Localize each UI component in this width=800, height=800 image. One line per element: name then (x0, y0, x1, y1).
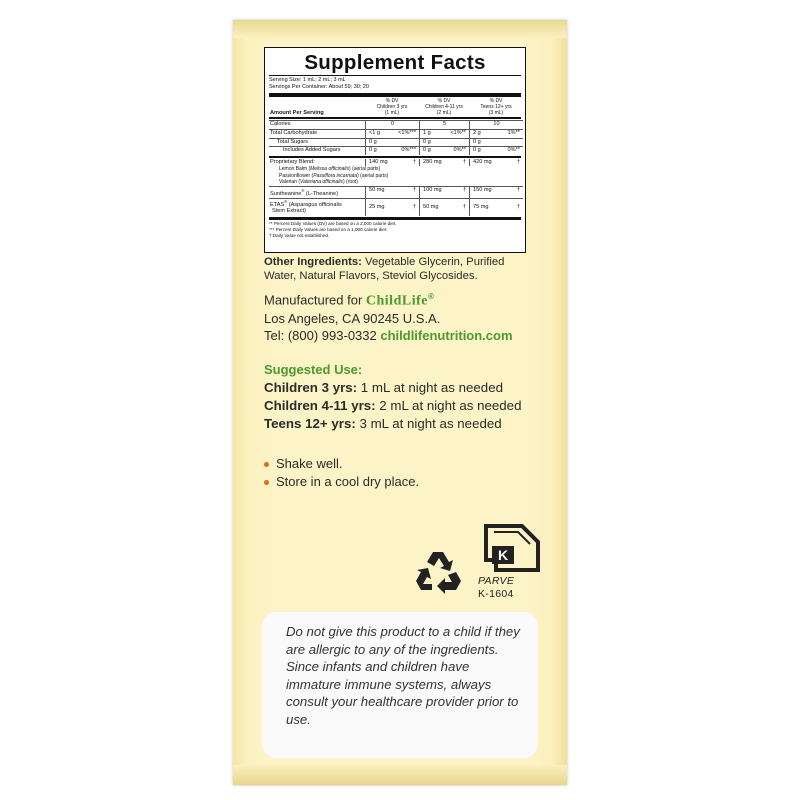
blend-item-passionflower: Passionflower (Passiflora incarnata) (aerial parts) (279, 172, 389, 179)
directions-list (264, 455, 419, 491)
allergy-warning: Do not give this product to a child if they are allergic to any of the ingredients. Since infants and children have immature immune systems, always consult your healthcare provider prior to use. (262, 612, 538, 758)
use-children-3: Children 3 yrs: 1 mL at night as needed (264, 380, 503, 395)
row-added-sugars: Includes Added Sugars 0 g 0%*** 0 g 0%** 0 g 0%** (269, 146, 521, 155)
blend-ingredients (269, 166, 521, 185)
address: Los Angeles, CA 90245 U.S.A. (264, 310, 441, 326)
phone-website: Tel: (800) 993-0332 childlifenutrition.com (264, 328, 513, 344)
footnote-dagger: † Daily Value not established. (269, 233, 330, 239)
row-calories: Calories 0 5 10 (269, 120, 521, 129)
row-total-sugars: Total Sugars 0 g 0 g 0 g (269, 138, 521, 147)
amount-per-serving: Amount Per Serving (270, 110, 324, 117)
col-header-3yrs: % DV Children 3 yrs (1 mL) (376, 98, 408, 116)
recycle-icon (413, 548, 463, 596)
direction-item: Store in a cool dry place. (264, 473, 419, 491)
direction-item: Shake well. (264, 455, 419, 473)
row-proprietary-blend: Proprietary Blend: 140 mg † 280 mg † 420 mg † (269, 159, 521, 167)
row-suntheanine: Suntheanine® (L-Theanine) 50 mg † 100 mg † 150 mg † (269, 186, 521, 198)
row-etas: ETAS® (Asparagus officinalis Stem Extract) 25 mg † 50 mg † 75 mg † (269, 198, 521, 216)
blend-item-valerian: Valerian (Valeriana officinalis) (root) (279, 179, 358, 186)
box-bottom-edge (233, 765, 567, 785)
col-header-teens: % DV Teens 12+ yrs (3 mL) (480, 98, 512, 116)
serving-size: Serving Size: 1 mL; 2 mL; 3 mL (269, 77, 346, 83)
kosher-letter: K (497, 547, 509, 563)
facts-header (269, 99, 521, 116)
row-total-carbohydrate: Total Carbohydrate <1 g <1%*** 1 g <1%** 2 g 1%** (269, 129, 521, 138)
manufactured-for: Manufactured for ChildLife® (264, 292, 434, 309)
use-teens: Teens 12+ yrs: 3 mL at night as needed (264, 416, 502, 431)
other-ingredients: Other Ingredients: Vegetable Glycerin, Purified Water, Natural Flavors, Steviol Glycosides. (264, 256, 505, 282)
website-link: childlifenutrition.com (380, 328, 513, 344)
brand-logo: ChildLife (365, 293, 428, 309)
use-children-4-11: Children 4-11 yrs: 2 mL at night as needed (264, 398, 522, 413)
footnote-2000: ** Percent Daily Values (DV) are based on a 2,000 calorie diet. (269, 221, 397, 227)
bullet-icon (264, 462, 269, 467)
col-header-4-11yrs: % DV Children 4-11 yrs (2 mL) (425, 98, 463, 116)
servings-per-container: Servings Per Container: About 59; 30; 20 (269, 84, 369, 90)
box-top-edge (233, 20, 567, 38)
blend-item-lemon-balm: Lemon Balm (Melissa officinalis) (aerial parts) (279, 166, 381, 173)
facts-title: Supplement Facts (304, 51, 486, 74)
manufacturer-info (264, 288, 544, 345)
bullet-icon (264, 480, 269, 485)
kosher-label: PARVE K-1604 (478, 575, 515, 600)
supplement-facts-panel (264, 47, 526, 253)
suggested-use-title: Suggested Use: (264, 362, 363, 377)
footnote-1000: *** Percent Daily Values are based on a 1,000 calorie diet. (269, 227, 388, 233)
